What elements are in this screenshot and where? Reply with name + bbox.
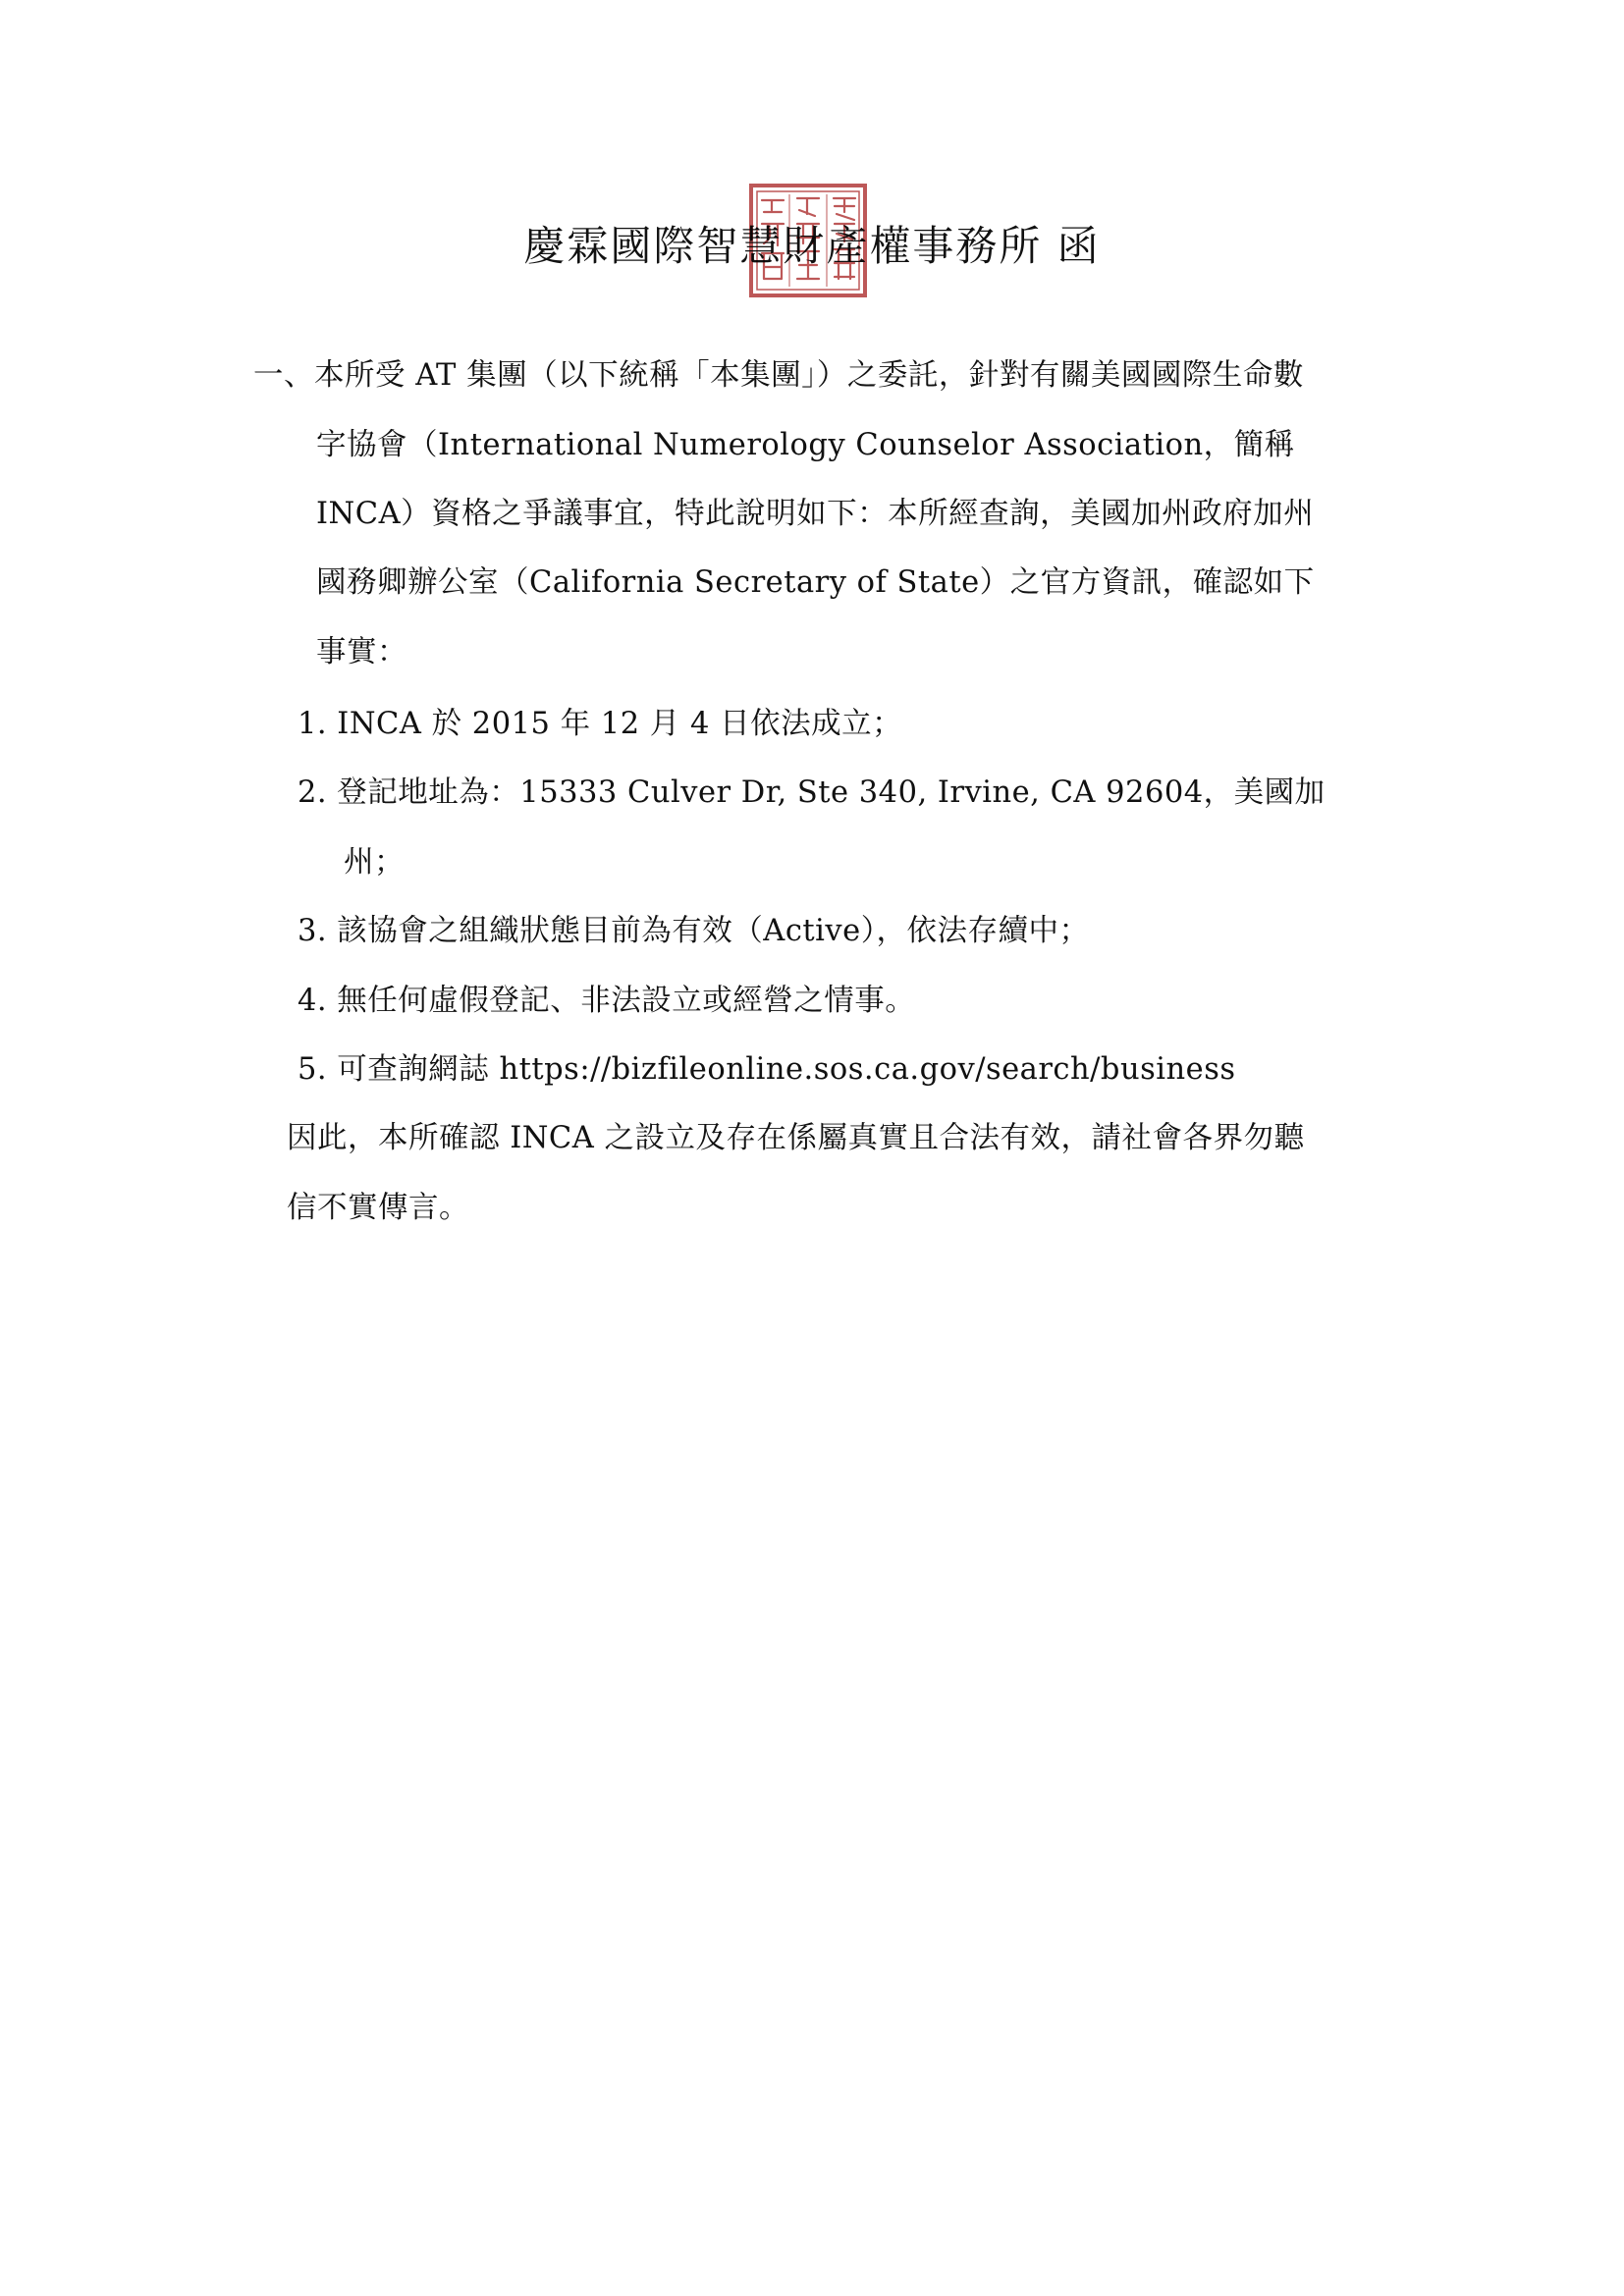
fact-item: 3. 該協會之組織狀態目前為有效（Active），依法存續中； [298,914,1090,948]
fact-item: 1. INCA 於 2015 年 12 月 4 日依法成立； [298,707,903,741]
conclusion-line: 信不實傳言。 [287,1191,469,1225]
firm-seal-stamp [748,183,868,298]
conclusion-line: 因此，本所確認 INCA 之設立及存在係屬真實且合法有效，請社會各界勿聽 [287,1121,1305,1155]
fact-item-url: 5. 可查詢網誌 https://bizfileonline.sos.ca.gov/search/business [298,1052,1236,1087]
fact-item: 4. 無任何虛假登記、非法設立或經營之情事。 [298,984,916,1018]
section-one-line: 字協會（International Numerology Counselor Association，簡稱 [316,428,1295,462]
section-one-line: INCA）資格之爭議事宜，特此說明如下：本所經查詢，美國加州政府加州 [316,497,1315,531]
fact-item-continuation: 州； [344,845,405,880]
section-one-line: 事實： [316,635,407,669]
fact-item: 2. 登記地址為：15333 Culver Dr, Ste 340, Irvine, CA 92604，美國加 [298,775,1326,810]
letter-title: 慶霖國際智慧財產權事務所 函 [523,222,1101,270]
section-one-line: 國務卿辦公室（California Secretary of State）之官方資訊，確認如下 [316,565,1315,600]
section-one-line: 一、本所受 AT 集團（以下統稱「本集團」）之委託，針對有關美國國際生命數 [253,358,1304,393]
